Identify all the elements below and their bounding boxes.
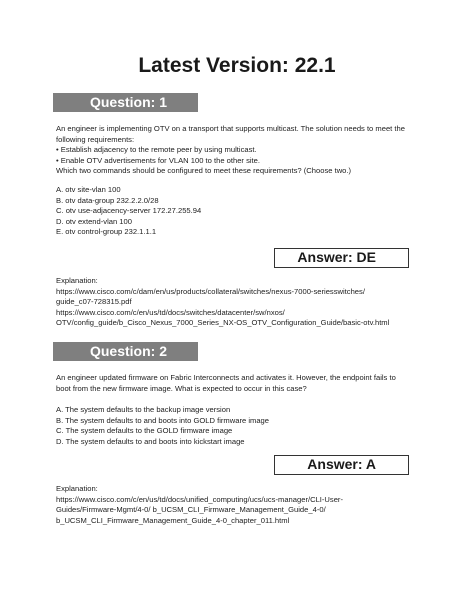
question-1-stem-line: An engineer is implementing OTV on a transport that supports multicast. The solution needs to meet the bbox=[56, 124, 405, 133]
question-1-explanation bbox=[56, 276, 428, 329]
question-2-option-d: D. The system defaults to and boots into kickstart image bbox=[56, 436, 245, 446]
explanation-url-line: guide_c07-728315.pdf bbox=[56, 297, 132, 307]
question-2-stem-line: boot from the new firmware image. What is expected to occur in this case? bbox=[56, 383, 307, 393]
explanation-label: Explanation: bbox=[56, 484, 98, 493]
question-2-options bbox=[56, 405, 428, 447]
question-1-options bbox=[56, 185, 428, 238]
question-1-option-a: A. otv site-vlan 100 bbox=[56, 185, 121, 194]
explanation-url-line: https://www.cisco.com/c/dam/en/us/products/collateral/switches/nexus-7000-seriesswitches/ bbox=[56, 286, 365, 296]
question-1-option-e: E. otv control-group 232.1.1.1 bbox=[56, 227, 157, 237]
question-1-requirement: • Establish adjacency to the remote peer by using multicast. bbox=[56, 145, 257, 155]
question-1-stem-line: Which two commands should be configured to meet these requirements? (Choose two.) bbox=[56, 166, 352, 176]
question-1-option-c: C. otv use-adjacency-server 172.27.255.94 bbox=[56, 206, 202, 216]
question-1-requirement: • Enable OTV advertisements for VLAN 100 to the other site. bbox=[56, 155, 260, 165]
question-2-stem bbox=[56, 373, 428, 394]
page-title: Latest Version: 22.1 bbox=[138, 54, 336, 77]
question-1-option-b: B. otv data-group 232.2.2.0/28 bbox=[56, 195, 159, 205]
question-1-stem bbox=[56, 124, 428, 177]
question-2-answer: Answer: A bbox=[274, 455, 409, 475]
question-2-stem-line: An engineer updated firmware on Fabric Interconnects and activates it. However, the endpoint fails to bbox=[56, 373, 396, 382]
explanation-url-line: OTV/config_guide/b_Cisco_Nexus_7000_Series_NX-OS_OTV_Configuration_Guide/basic-otv.html bbox=[56, 318, 390, 328]
explanation-url-line: https://www.cisco.com/c/en/us/td/docs/unified_computing/ucs/ucs-manager/CLI-User- bbox=[56, 494, 343, 504]
explanation-url-line: Guides/Firmware-Mgmt/4-0/ b_UCSM_CLI_Firmware_Management_Guide_4-0/ bbox=[56, 505, 326, 515]
question-2-option-c: C. The system defaults to the GOLD firmware image bbox=[56, 426, 233, 436]
question-2-explanation bbox=[56, 484, 428, 526]
question-2-option-b: B. The system defaults to and boots into GOLD firmware image bbox=[56, 415, 270, 425]
question-1-stem-line: following requirements: bbox=[56, 134, 135, 144]
explanation-url-line: b_UCSM_CLI_Firmware_Management_Guide_4-0_chapter_011.html bbox=[56, 515, 290, 525]
question-1-answer: Answer: DE bbox=[274, 248, 409, 268]
question-1-option-d: D. otv extend-vlan 100 bbox=[56, 216, 132, 226]
question-1-header: Question: 1 bbox=[53, 93, 198, 112]
explanation-url-line: https://www.cisco.com/c/en/us/td/docs/switches/datacenter/sw/nxos/ bbox=[56, 307, 285, 317]
question-2-option-a: A. The system defaults to the backup image version bbox=[56, 405, 231, 414]
explanation-label: Explanation: bbox=[56, 276, 98, 285]
question-2-header: Question: 2 bbox=[53, 342, 198, 361]
